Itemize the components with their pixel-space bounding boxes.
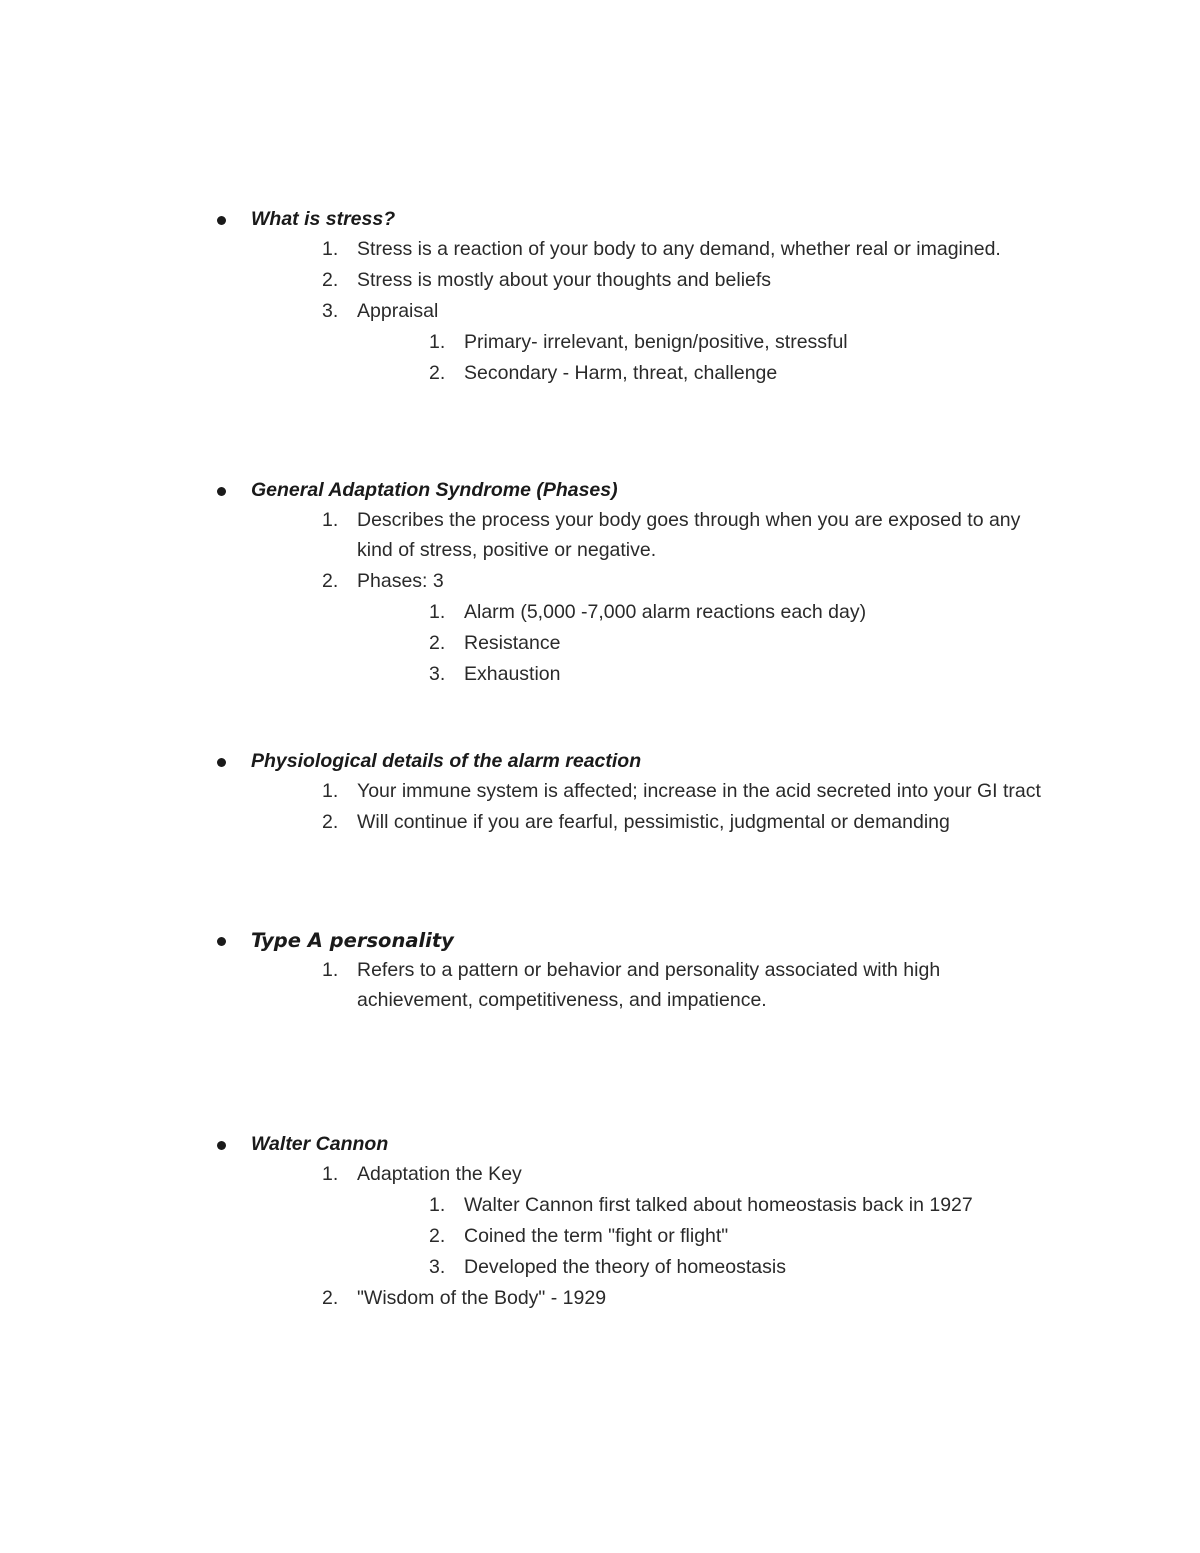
item-text: Stress is a reaction of your body to any demand, whether real or imagined. — [357, 238, 1001, 260]
item-number: 2. — [429, 631, 446, 654]
heading-text: What is stress? — [251, 208, 396, 230]
item-text: "Wisdom of the Body" - 1929 — [357, 1287, 607, 1309]
section-heading — [0, 925, 1200, 956]
item-text: Your immune system is affected; increase in the acid secreted into your GI tract — [357, 780, 1041, 802]
item-number: 2. — [322, 269, 339, 291]
item-text: Exhaustion — [464, 662, 561, 685]
list-item — [0, 567, 1200, 598]
item-number: 3. — [429, 1256, 446, 1278]
list-item — [0, 1253, 1200, 1284]
list-item — [0, 1222, 1200, 1253]
item-number: 1. — [322, 780, 339, 802]
item-text: Will continue if you are fearful, pessimistic, judgmental or demanding — [357, 811, 950, 833]
item-text: Adaptation the Key — [357, 1163, 522, 1185]
item-text: Appraisal — [357, 300, 439, 322]
list-item — [0, 328, 1200, 359]
list-item — [0, 506, 1200, 567]
item-text: Developed the theory of homeostasis — [464, 1256, 786, 1278]
item-text: Resistance — [464, 631, 561, 654]
bullet-icon — [217, 937, 226, 946]
section-type-a-personality — [0, 925, 1200, 1017]
list-item — [0, 956, 1200, 1017]
section-physiological-details — [0, 746, 1200, 839]
item-text: Alarm (5,000 -7,000 alarm reactions each day) — [464, 600, 867, 623]
item-number: 2. — [429, 362, 446, 384]
section-what-is-stress — [0, 204, 1200, 390]
list-item — [0, 359, 1200, 390]
item-number: 2. — [322, 811, 339, 833]
section-walter-cannon — [0, 1129, 1200, 1315]
item-text: Refers to a pattern or behavior and personality associated with high achievement, competitiveness, and impatience. — [357, 959, 941, 1011]
heading-text: Type A personality — [251, 929, 454, 952]
list-item — [0, 1160, 1200, 1191]
bullet-icon — [217, 1141, 226, 1150]
item-number: 1. — [322, 959, 339, 981]
item-number: 2. — [429, 1225, 446, 1247]
list-item — [0, 629, 1200, 660]
item-number: 1. — [322, 1163, 339, 1185]
heading-text: General Adaptation Syndrome (Phases) — [251, 479, 618, 501]
item-number: 1. — [322, 509, 339, 531]
list-item — [0, 1284, 1200, 1315]
list-item — [0, 266, 1200, 297]
item-number: 3. — [322, 300, 339, 322]
item-number: 1. — [429, 600, 446, 623]
section-heading — [0, 746, 1200, 777]
item-number: 1. — [429, 1194, 446, 1216]
list-item — [0, 1191, 1200, 1222]
item-number: 2. — [322, 1287, 339, 1309]
list-item — [0, 598, 1200, 629]
list-item — [0, 660, 1200, 691]
item-text: Coined the term "fight or flight" — [464, 1225, 729, 1247]
list-item — [0, 808, 1200, 839]
bullet-icon — [217, 216, 226, 225]
item-number: 1. — [429, 331, 446, 353]
bullet-icon — [217, 758, 226, 767]
list-item — [0, 297, 1200, 328]
item-number: 2. — [322, 569, 339, 592]
section-heading — [0, 475, 1200, 506]
item-text: Primary- irrelevant, benign/positive, stressful — [464, 331, 848, 353]
section-heading — [0, 204, 1200, 235]
item-text: Stress is mostly about your thoughts and beliefs — [357, 269, 772, 291]
item-number: 1. — [322, 238, 339, 260]
item-text: Walter Cannon first talked about homeostasis back in 1927 — [464, 1194, 973, 1216]
item-text: Phases: 3 — [357, 569, 444, 592]
item-text: Secondary - Harm, threat, challenge — [464, 362, 778, 384]
section-general-adaptation-syndrome — [0, 475, 1200, 691]
heading-text: Physiological details of the alarm reaction — [251, 750, 642, 772]
item-number: 3. — [429, 662, 446, 685]
heading-text: Walter Cannon — [251, 1133, 389, 1155]
list-item — [0, 777, 1200, 808]
item-text: Describes the process your body goes through when you are exposed to any kind of stress, positive or negative. — [357, 509, 1021, 561]
list-item — [0, 235, 1200, 266]
section-heading — [0, 1129, 1200, 1160]
bullet-icon — [217, 487, 226, 496]
